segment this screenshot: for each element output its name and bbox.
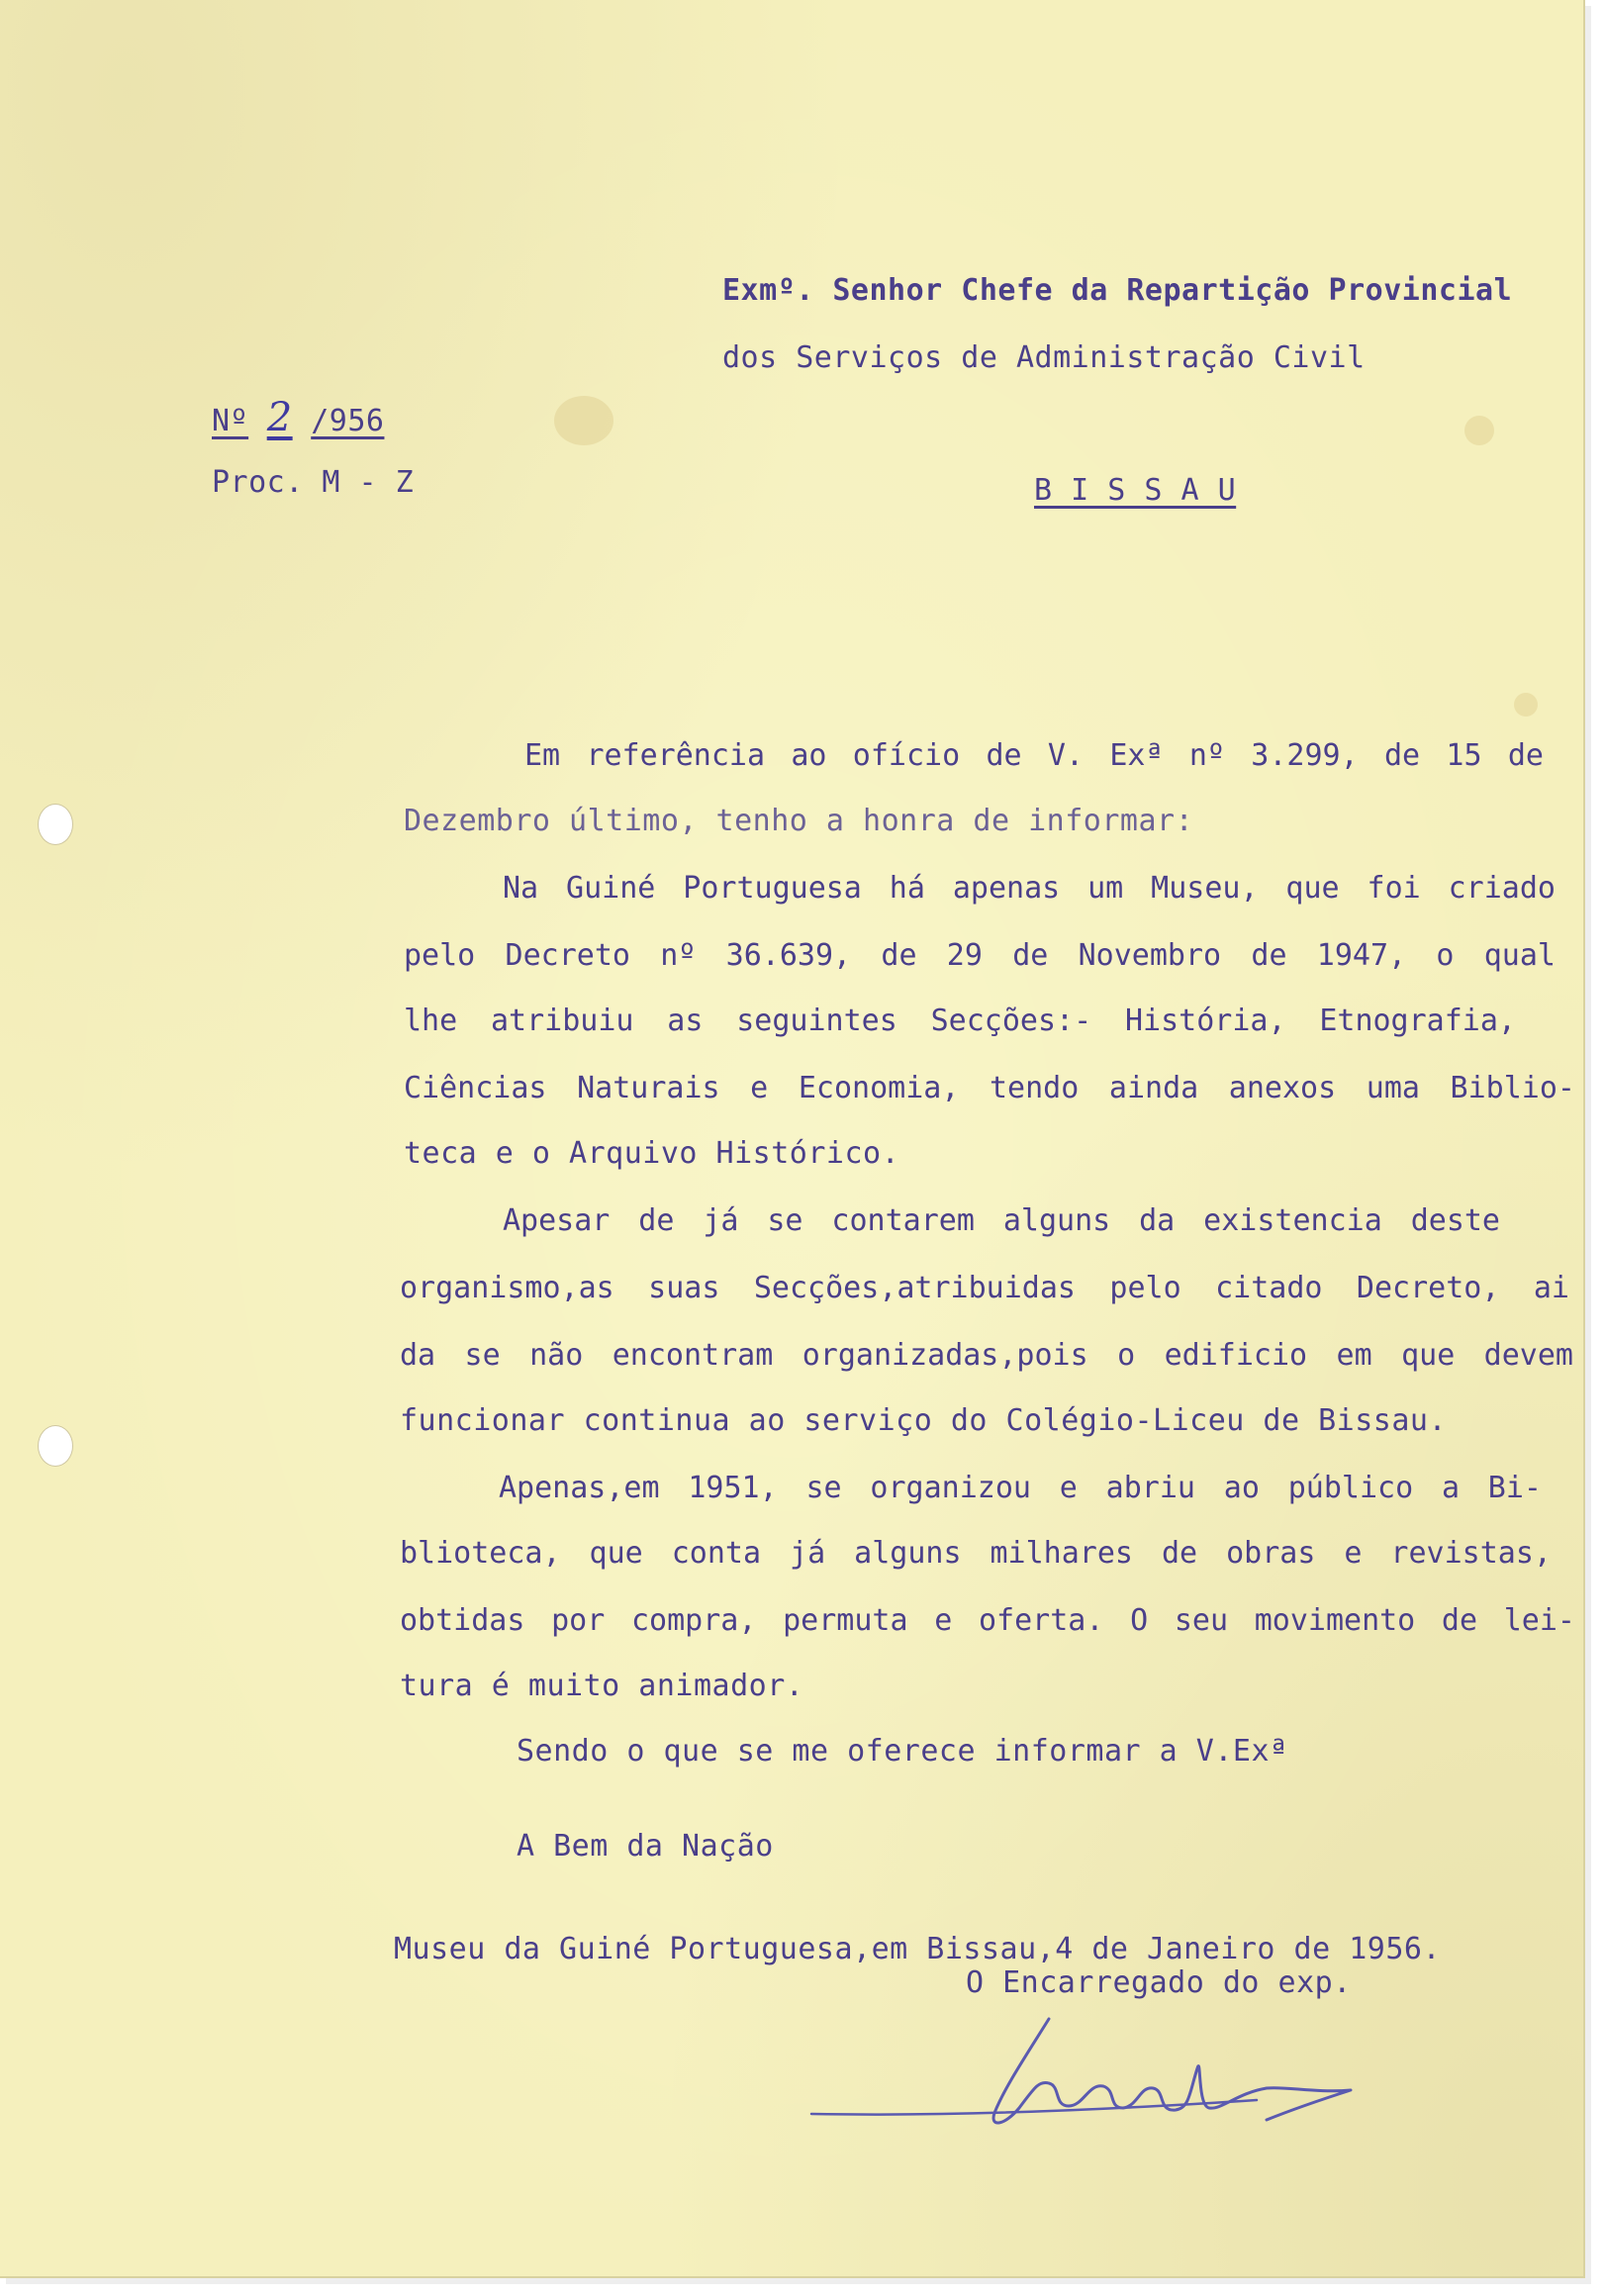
paper-stain [1464, 416, 1494, 445]
reference-number [212, 395, 385, 440]
closing-salutation: A Bem da Nação [517, 1829, 774, 1864]
body-line: organismo,as suas Secções,atribuidas pelo citado Decreto, ai [400, 1271, 1569, 1305]
body-line: tura é muito animador. [400, 1669, 804, 1703]
paper-stain [1514, 693, 1538, 717]
signature-stroke [993, 2019, 1351, 2123]
body-line: Dezembro último, tenho a honra de informar: [404, 804, 1194, 838]
closing-role: O Encarregado do exp. [966, 1965, 1352, 2000]
body-line: Em referência ao ofício de V. Exª nº 3.299, de 15 de [524, 738, 1544, 773]
body-line: obtidas por compra, permuta e oferta. O seu movimento de lei- [400, 1603, 1575, 1638]
body-line: lhe atribuiu as seguintes Secções:- História, Etnografia, [404, 1004, 1516, 1038]
signature-underline [811, 2100, 1257, 2115]
addressee-line-1: Exmº. Senhor Chefe da Repartição Provincial [722, 273, 1513, 308]
body-line: funcionar continua ao serviço do Colégio-Liceu de Bissau. [400, 1403, 1448, 1438]
closing-place-date: Museu da Guiné Portuguesa,em Bissau,4 de Janeiro de 1956. [394, 1932, 1442, 1966]
punch-hole [38, 1425, 73, 1467]
punch-hole [38, 804, 73, 845]
body-line: blioteca, que conta já alguns milhares de obras e revistas, [400, 1536, 1552, 1571]
reference-no-year: /956 [311, 404, 385, 438]
body-line: da se não encontram organizadas,pois o edificio em que devem [400, 1338, 1573, 1373]
body-line: Na Guiné Portuguesa há apenas um Museu, que foi criado [503, 871, 1556, 906]
body-line: Ciências Naturais e Economia, tendo ainda anexos uma Biblio- [404, 1071, 1575, 1105]
reference-proc: Proc. M - Z [212, 465, 415, 500]
addressee-line-2: dos Serviços de Administração Civil [722, 340, 1366, 375]
body-line: Sendo o que se me oferece informar a V.Exª [517, 1734, 1288, 1769]
body-line: teca e o Arquivo Histórico. [404, 1136, 900, 1171]
addressee-city: B I S S A U [1034, 473, 1237, 508]
reference-no-label: Nº [212, 404, 249, 438]
body-line: Apenas,em 1951, se organizou e abriu ao público a Bi- [499, 1471, 1542, 1505]
signature [802, 1989, 1375, 2138]
reference-no-number: 2 [266, 395, 293, 440]
body-line: Apesar de já se contarem alguns da existencia deste [503, 1203, 1500, 1238]
body-line: pelo Decreto nº 36.639, de 29 de Novembro de 1947, o qual [404, 938, 1556, 973]
paper-stain [554, 396, 613, 445]
